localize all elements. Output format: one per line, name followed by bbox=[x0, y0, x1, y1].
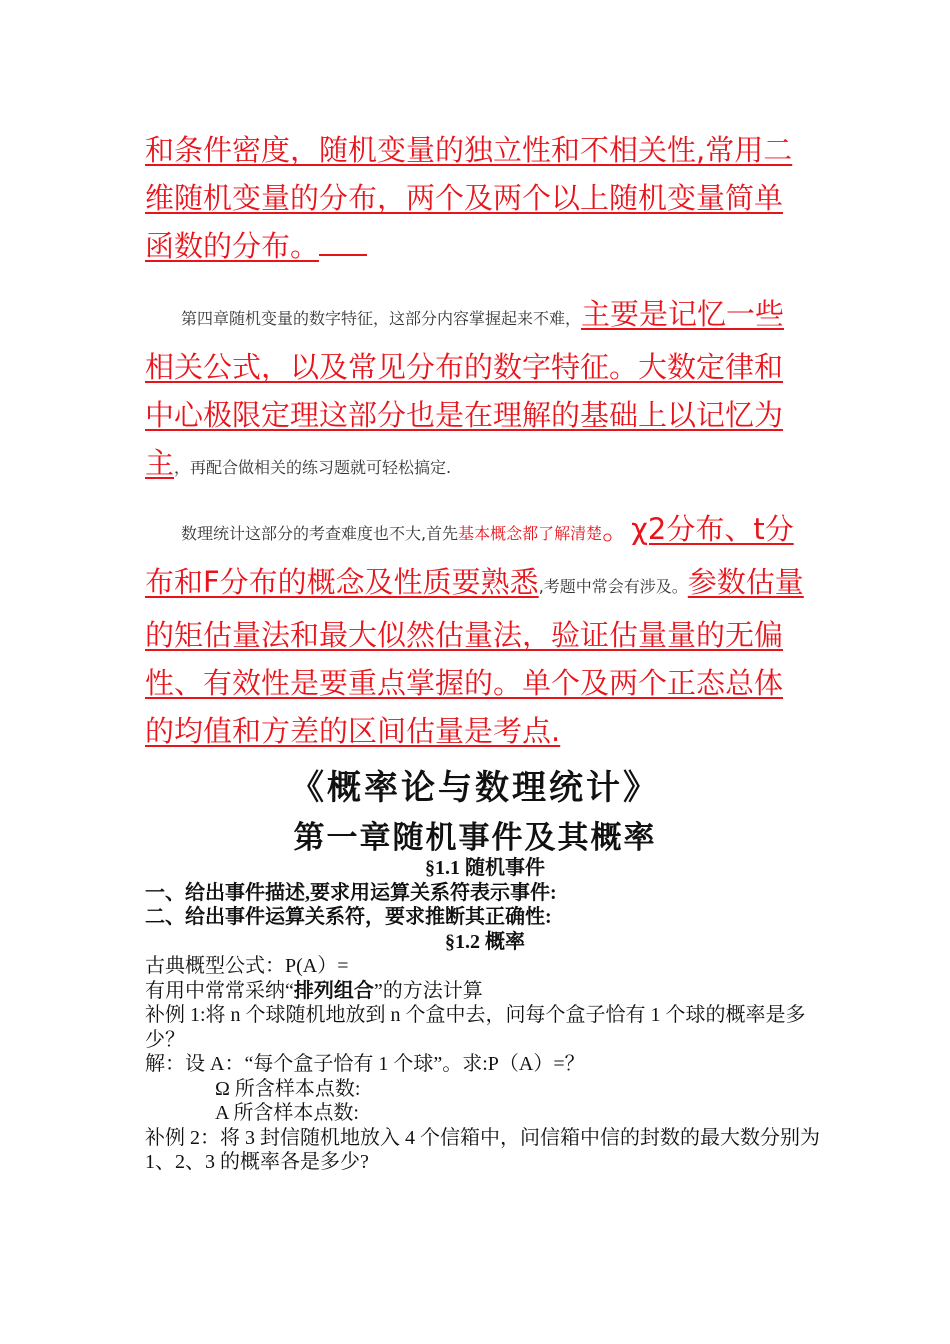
chapter-body bbox=[145, 856, 825, 1175]
classical-formula: 古典概型公式：P(A）= bbox=[145, 955, 349, 977]
method-lead: 有用中常常采纳“ bbox=[145, 979, 294, 1002]
list-item-2: 二、给出事件运算关系符，要求推断其正确性: bbox=[145, 906, 552, 928]
section-heading-1-2: §1.2 概率 bbox=[445, 930, 525, 953]
method-line bbox=[145, 979, 825, 1004]
intro-p3-estimation: 参数估量的矩估量法和最大似然估量法，验证估量量的无偏性、有效性是要重点掌握的。单个及两个正态总体的均值和方差的区间估量是考点. bbox=[145, 565, 804, 748]
list-item-1: 一、给出事件描述,要求用运算关系符表示事件: bbox=[145, 881, 557, 904]
intro-p2-tail: ，再配合做相关的练习题就可轻松搞定. bbox=[174, 458, 452, 477]
book-title: 《概率论与数理统计》 bbox=[290, 768, 660, 808]
intro-p2-lead: 第四章随机变量的数字特征，这部分内容掌握起来不难， bbox=[181, 309, 582, 328]
example-1: 补例 1:将 n 个球随机地放到 n 个盒中去，问每个盒子恰有 1 个球的概率是多少？ bbox=[145, 1004, 806, 1051]
section-heading-1-1: §1.1 随机事件 bbox=[425, 857, 545, 879]
chapter-title: 第一章随机事件及其概率 bbox=[293, 820, 657, 856]
intro-p3-concepts: 基本概念都了解清楚 bbox=[458, 524, 603, 543]
intro-p3-note: ,考题中常会有涉及。 bbox=[538, 577, 688, 596]
underline-tail bbox=[319, 246, 367, 256]
intro-p3-period: 。 bbox=[602, 512, 632, 546]
intro-paragraph-1 bbox=[145, 126, 810, 270]
method-keyword: 排列组合 bbox=[293, 979, 374, 1002]
example-2: 补例 2：将 3 封信随机地放入 4 个信箱中，问信箱中信的封数的最大数分别为 1、2、3 的概率各是多少? bbox=[145, 1126, 820, 1173]
intro-p3-distributions: χ2分布、t分布和F分布的概念及性质要熟悉 bbox=[145, 512, 794, 599]
intro-paragraph-3 bbox=[145, 505, 810, 755]
a-count: A 所含样本点数: bbox=[215, 1102, 359, 1124]
omega-count: Ω 所含样本点数: bbox=[215, 1077, 361, 1100]
intro-p2-highlight: 主要是记忆一些相关公式，以及常见分布的数字特征。大数定律和中心极限定理这部分也是在理解的基础上以记忆为主 bbox=[145, 297, 785, 480]
intro-p1-text: 和条件密度，随机变量的独立性和不相关性,常用二维随机变量的分布，两个及两个以上随机变量简单函数的分布。 bbox=[145, 133, 793, 263]
method-tail: ”的方法计算 bbox=[373, 979, 483, 1002]
solution-line: 解：设 A：“每个盒子恰有 1 个球”。求:P（A）=？ bbox=[145, 1053, 585, 1075]
intro-paragraph-2 bbox=[145, 290, 810, 492]
intro-p3-lead: 数理统计这部分的考查难度也不大,首先 bbox=[181, 524, 459, 543]
